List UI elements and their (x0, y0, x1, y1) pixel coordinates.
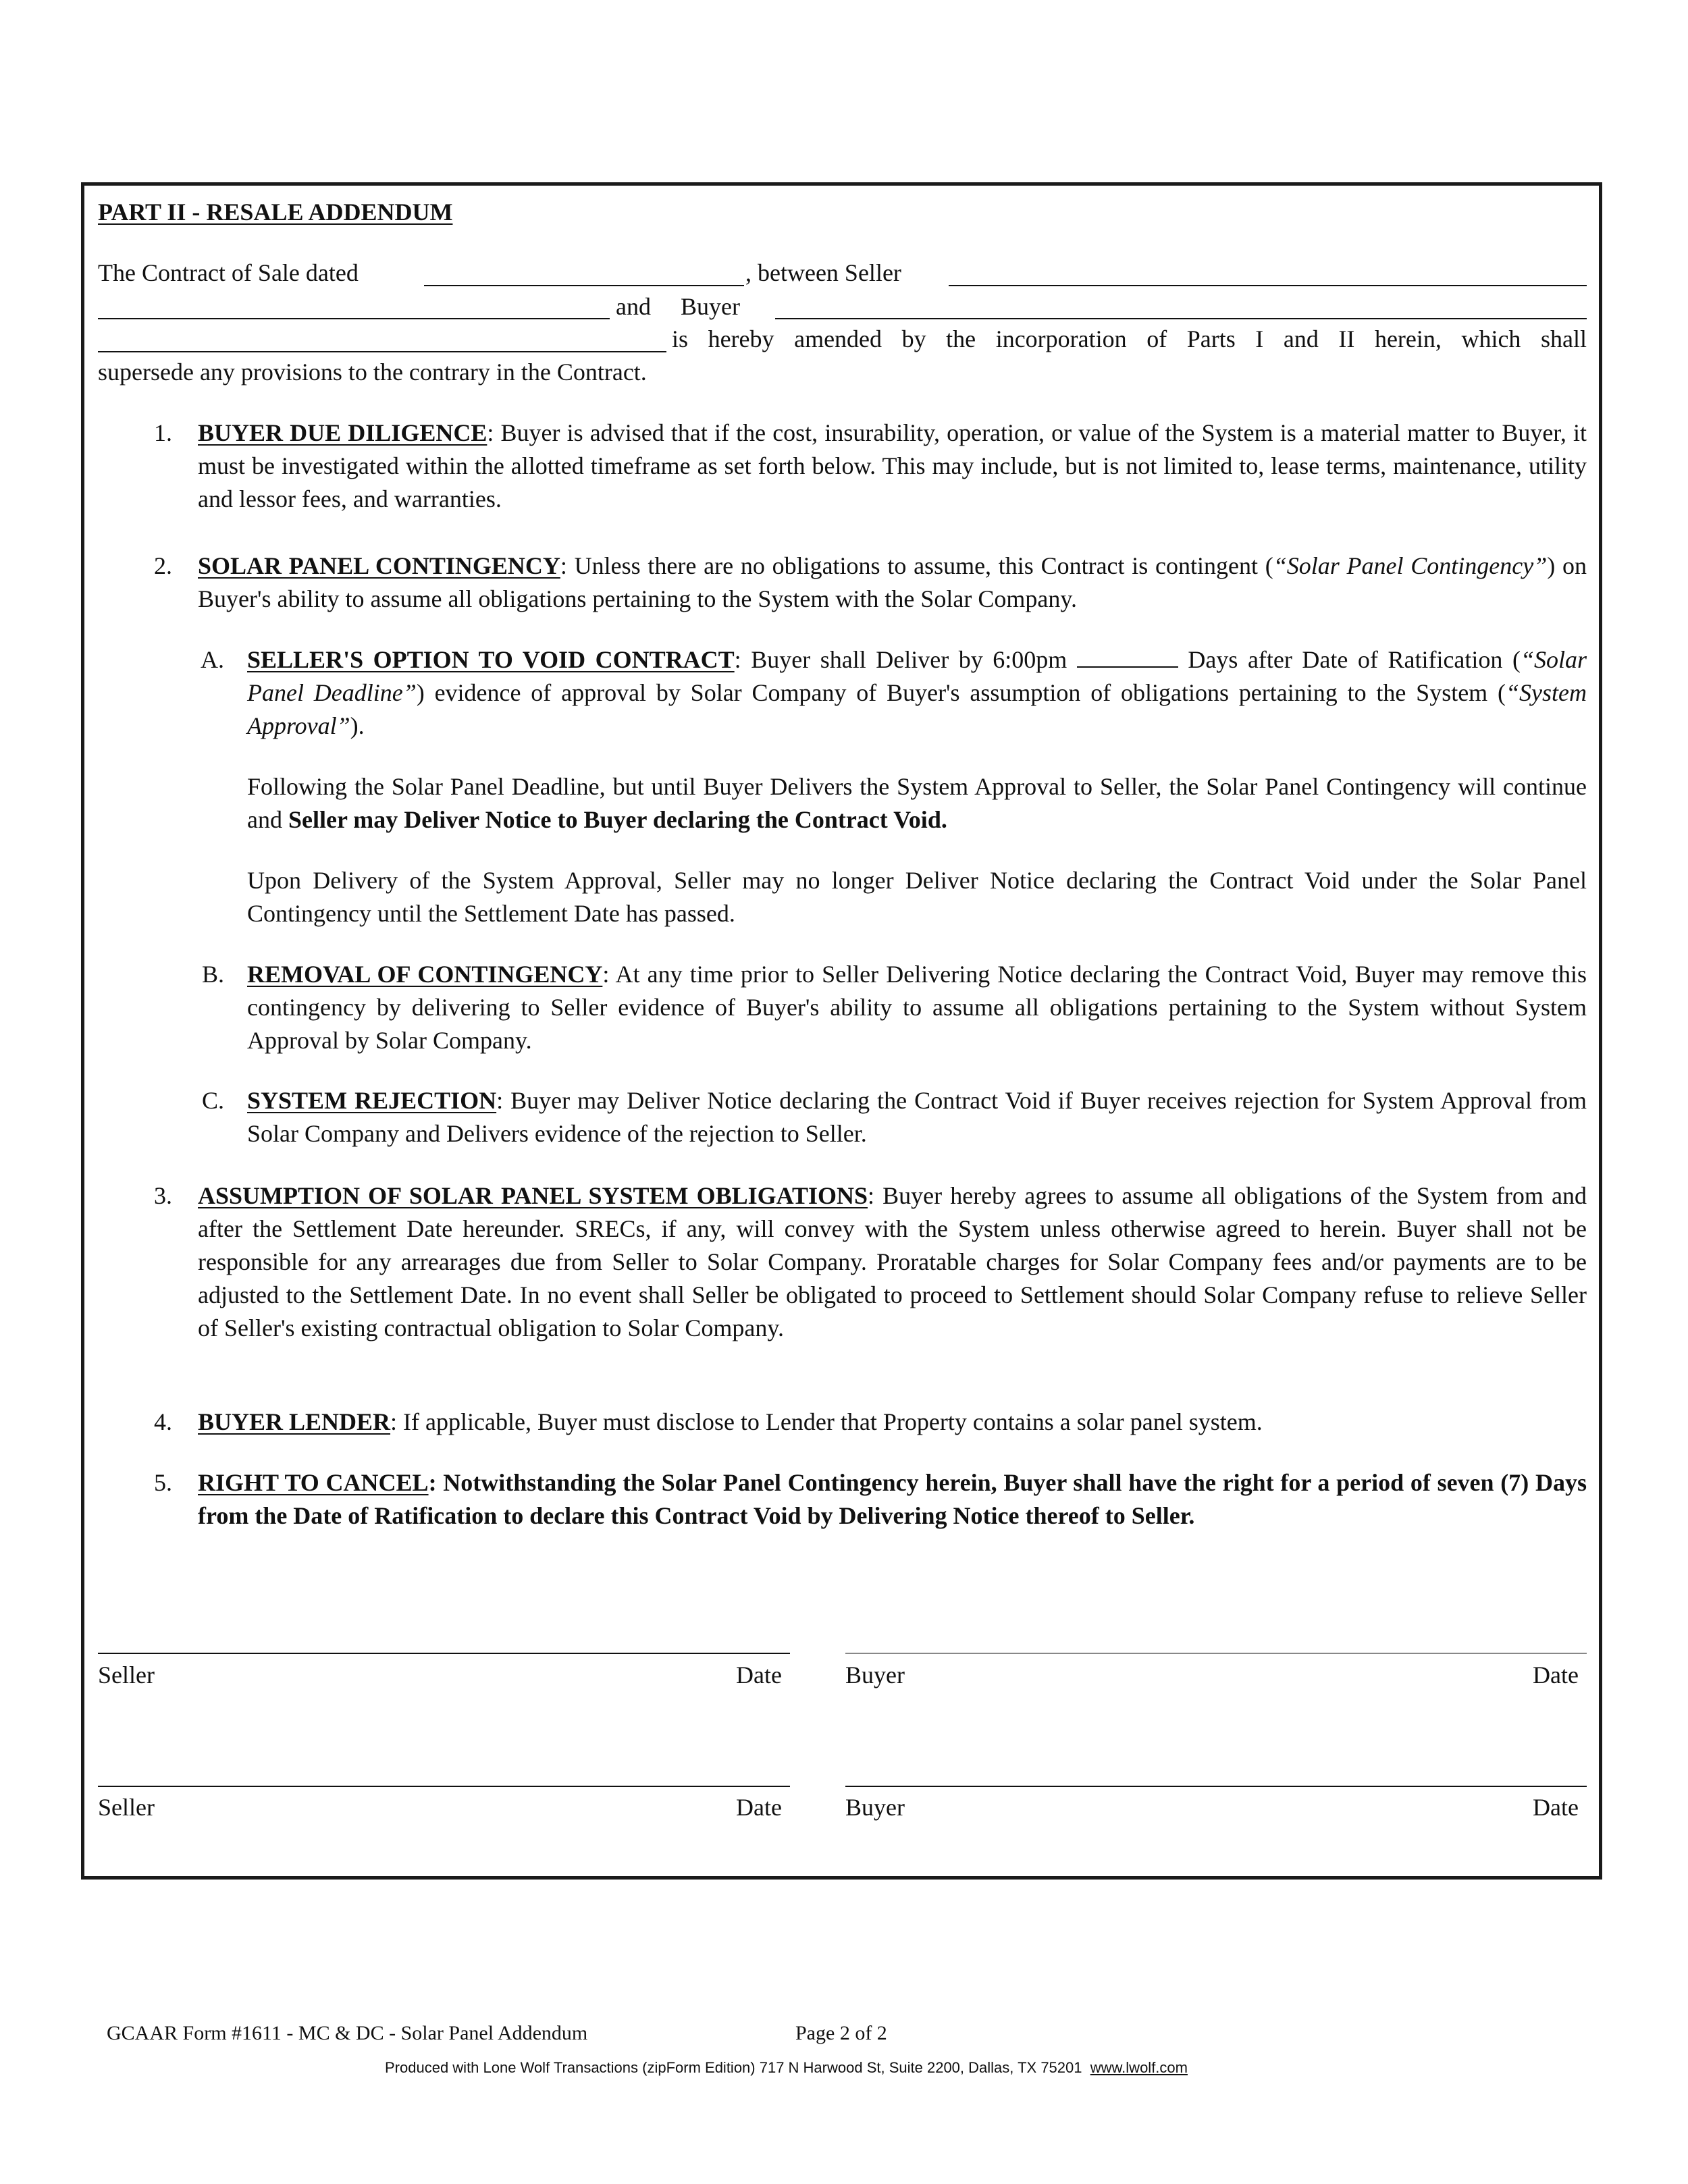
section-2c-letter: C. (201, 1087, 224, 1114)
section-2-paragraph (198, 550, 1587, 616)
section-2a-term-deadline: “Solar Panel Deadline” (247, 646, 1587, 706)
section-2-title: SOLAR PANEL CONTINGENCY (198, 552, 560, 579)
seller-date-label-1: Date (736, 1661, 782, 1688)
footer-produced-text: Produced with Lone Wolf Transactions (zipForm Edition) 717 N Harwood St, Suite 2200, Dallas, TX 75201 (385, 2059, 1082, 2076)
seller-date-label-2: Date (736, 1794, 782, 1821)
intro-dated-label: The Contract of Sale dated (98, 259, 359, 286)
buyer-name-field[interactable] (775, 318, 1587, 319)
section-5-number: 5. (154, 1469, 172, 1496)
section-2a-text-c: ) evidence of approval by Solar Company of Buyer's assumption of obligations pertaining to the System ( (416, 679, 1506, 706)
section-1-text: : Buyer is advised that if the cost, insurability, operation, or value of the System is a material matter to Buyer, it must be investigated within the allotted timeframe as set forth below. This may include, but is not limited to, lease terms, maintenance, utility and lessor fees, and warranties. (198, 419, 1587, 512)
section-2a-title: SELLER'S OPTION TO VOID CONTRACT (247, 646, 735, 673)
section-1-title: BUYER DUE DILIGENCE (198, 419, 487, 446)
buyer-name-field-cont[interactable] (98, 351, 666, 352)
buyer-label-2: Buyer (845, 1794, 905, 1821)
section-2a-paragraph-3: Upon Delivery of the System Approval, Seller may no longer Deliver Notice declaring the Contract Void under the Solar Panel Contingency until the Settlement Date has passed. (247, 867, 1587, 927)
intro-and-label: and (616, 293, 651, 320)
section-3-title: ASSUMPTION OF SOLAR PANEL SYSTEM OBLIGATIONS (198, 1182, 868, 1209)
section-2c-title: SYSTEM REJECTION (247, 1087, 497, 1114)
section-3-text: : Buyer hereby agrees to assume all obligations of the System from and after the Settlement Date hereunder. SRECs, if any, will convey with the System unless otherwise agreed to herein. Buyer shall not be responsible for any arrearages due from Seller to Solar Company. Proratable charges for Solar Company fees and/or payments are to be adjusted to the Settlement Date. In no event shall Seller be obligated to proceed to Settlement should Solar Company refuse to relieve Seller of Seller's existing contractual obligation to Solar Company. (198, 1182, 1587, 1341)
section-3-paragraph (198, 1179, 1587, 1345)
section-2a-term-approval: “System Approval” (247, 679, 1587, 739)
seller-signature-line-2[interactable] (98, 1786, 790, 1787)
section-2-text-a: : Unless there are no obligations to assume, this Contract is contingent ( (560, 552, 1273, 579)
section-5-text: : Notwithstanding the Solar Panel Contingency herein, Buyer shall have the right for a period of seven (7) Days from the Date of Ratification to declare this Contract Void by Delivering Notice thereof to Seller. (198, 1469, 1587, 1529)
section-2a-p2-text: Following the Solar Panel Deadline, but until Buyer Delivers the System Approval to Seller, the Solar Panel Contingency will continue and (247, 773, 1587, 833)
section-3-number: 3. (154, 1182, 172, 1209)
section-heading: PART II - RESALE ADDENDUM (98, 198, 453, 225)
footer-form-id: GCAAR Form #1611 - MC & DC - Solar Panel Addendum (107, 2022, 588, 2044)
seller-name-field-cont[interactable] (98, 318, 610, 319)
section-2b-paragraph (247, 958, 1587, 1057)
section-4-paragraph (198, 1406, 1587, 1439)
section-2c-paragraph (247, 1084, 1587, 1150)
section-2a-p2-bold: Seller may Deliver Notice to Buyer declaring the Contract Void. (288, 806, 947, 833)
buyer-signature-line-2[interactable] (845, 1786, 1587, 1787)
seller-label-2: Seller (98, 1794, 155, 1821)
section-2b-title: REMOVAL OF CONTINGENCY (247, 961, 603, 988)
intro-buyer-label: Buyer (681, 293, 740, 320)
days-field[interactable] (1077, 643, 1178, 668)
seller-name-field[interactable] (949, 285, 1587, 286)
section-2a-text-a: : Buyer shall Deliver by 6:00pm (734, 646, 1067, 673)
section-4-number: 4. (154, 1408, 172, 1435)
section-2a-letter: A. (201, 646, 224, 673)
footer-produced-line (385, 2059, 1188, 2077)
section-2-number: 2. (154, 552, 172, 579)
section-4-title: BUYER LENDER (198, 1408, 391, 1435)
buyer-label-1: Buyer (845, 1661, 905, 1688)
section-1-number: 1. (154, 419, 172, 446)
section-5-title: RIGHT TO CANCEL (198, 1469, 429, 1496)
section-4-text: : If applicable, Buyer must disclose to Lender that Property contains a solar panel system. (390, 1408, 1263, 1435)
section-2c-text: : Buyer may Deliver Notice declaring the Contract Void if Buyer receives rejection for System Approval from Solar Company and Delivers evidence of the rejection to Seller. (247, 1087, 1587, 1147)
contract-date-field[interactable] (424, 285, 744, 286)
section-2b-letter: B. (201, 961, 224, 988)
seller-label-1: Seller (98, 1661, 155, 1688)
section-2a-paragraph (247, 643, 1587, 743)
intro-between-seller-label: , between Seller (745, 259, 901, 286)
section-2a-text-d: ). (350, 712, 365, 739)
buyer-date-label-1: Date (1533, 1661, 1579, 1688)
seller-signature-line-1[interactable] (98, 1653, 790, 1654)
buyer-signature-line-1[interactable] (845, 1653, 1587, 1654)
intro-amended-text: is hereby amended by the incorporation of Parts I and II herein, which shall (672, 325, 1587, 352)
section-2a-paragraph-2 (247, 770, 1587, 836)
section-1-paragraph (198, 417, 1587, 516)
section-2b-text: : At any time prior to Seller Delivering Notice declaring the Contract Void, Buyer may remove this contingency by delivering to Seller evidence of Buyer's ability to assume all obligations pertaining to the System without System Approval by Solar Company. (247, 961, 1587, 1054)
section-2-text-b: ) on Buyer's ability to assume all obligations pertaining to the System with the Solar Company. (198, 552, 1587, 612)
intro-supersede-text: supersede any provisions to the contrary in the Contract. (98, 358, 647, 385)
footer-page-number: Page 2 of 2 (795, 2022, 887, 2044)
footer-link[interactable]: www.lwolf.com (1090, 2059, 1188, 2076)
section-5-paragraph (198, 1466, 1587, 1533)
buyer-date-label-2: Date (1533, 1794, 1579, 1821)
section-2a-text-b: Days after Date of Ratification ( (1188, 646, 1521, 673)
section-2-term: “Solar Panel Contingency” (1273, 552, 1548, 579)
